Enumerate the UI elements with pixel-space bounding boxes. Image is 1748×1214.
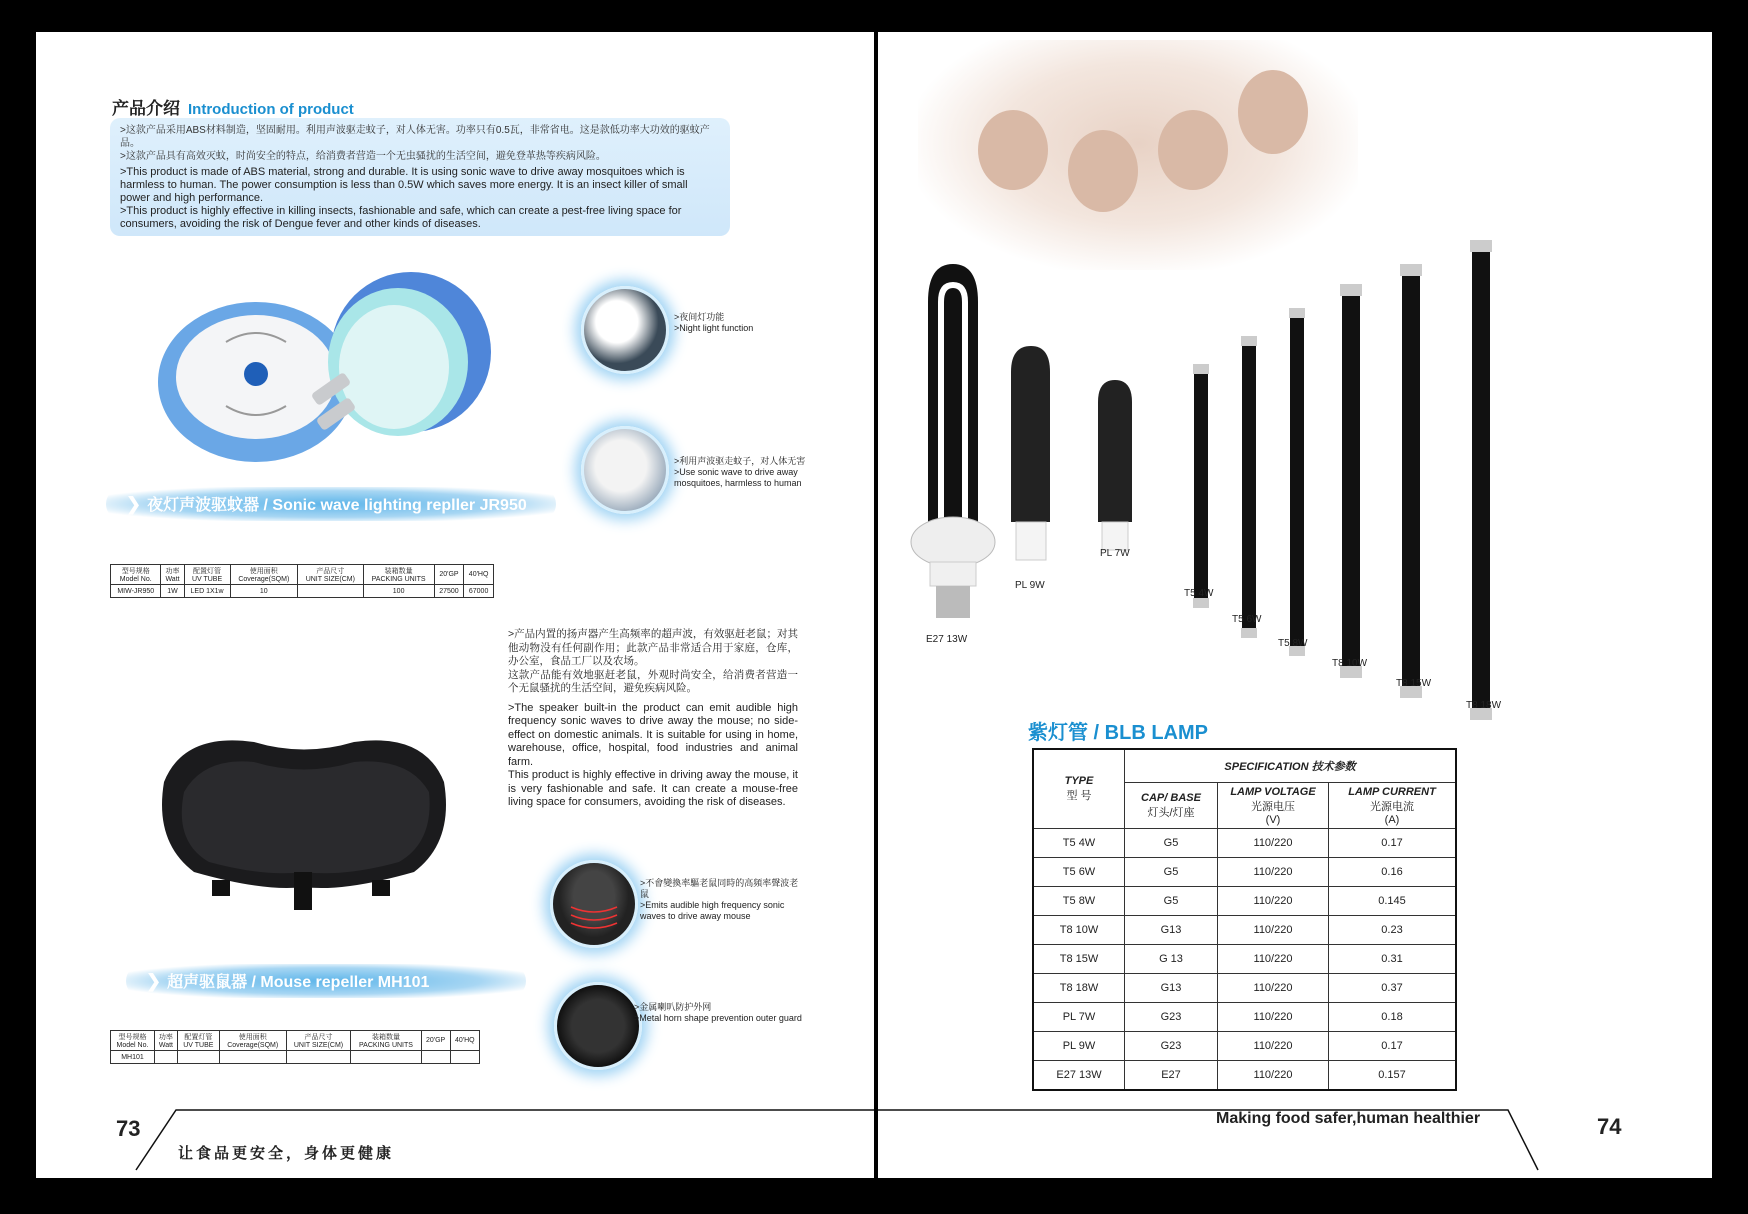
- table-header-cell: LAMP CURRENT 光源电流 (A): [1329, 783, 1457, 829]
- table-cell: G5: [1125, 887, 1218, 916]
- table-row: [1033, 916, 1456, 945]
- table-header-cell: 40'HQ: [450, 1031, 479, 1051]
- table-header-cell: 20'GP: [434, 565, 464, 585]
- jr950-banner-text: 夜灯声波驱蚊器 / Sonic wave lighting repller JR950: [147, 497, 527, 514]
- table-cell: MIW-JR950: [111, 585, 161, 598]
- table-header-cell: 使用面积 Coverage(SQM): [219, 1031, 286, 1051]
- left-page: [36, 32, 874, 1178]
- jr950-feature-1: >夜间灯功能 >Night light function: [674, 312, 754, 333]
- table-cell: 0.17: [1329, 1032, 1457, 1061]
- mh101-banner-text: 超声驱鼠器 / Mouse repeller MH101: [167, 974, 430, 991]
- table-row: [1033, 829, 1456, 858]
- table-cell: 1W: [161, 585, 184, 598]
- mh101-spec-table: [110, 1030, 480, 1064]
- table-header-cell: TYPE 型 号: [1033, 749, 1125, 829]
- lamp-label: T8 10W: [1332, 658, 1368, 669]
- table-header-cell: 40'HQ: [464, 565, 494, 585]
- footer-rule: [36, 1098, 874, 1178]
- table-cell: T5 8W: [1033, 887, 1125, 916]
- mh101-feature-2: >金属喇叭防护外网 >Metal horn shape prevention outer guard: [634, 1002, 802, 1023]
- table-cell: 10: [230, 585, 298, 598]
- table-cell: T8 15W: [1033, 945, 1125, 974]
- table-cell: 0.17: [1329, 829, 1457, 858]
- blb-lamp-title: 紫灯管 / BLB LAMP: [1028, 722, 1208, 744]
- lamp-label: T8 18W: [1466, 700, 1502, 711]
- table-row: [1033, 945, 1456, 974]
- table-cell: PL 9W: [1033, 1032, 1125, 1061]
- mh101-description: [508, 628, 798, 810]
- table-header-cell: 产品尺寸 UNIT SIZE(CM): [298, 565, 363, 585]
- table-cell: G23: [1125, 1032, 1218, 1061]
- mh101-desc-cn-1: >产品内置的扬声器产生高频率的超声波，有效驱赶老鼠；对其他动物没有任何副作用；此款产品非常适合用于家庭，仓库，办公室，食品工厂以及农场。: [508, 628, 798, 667]
- right-page: [878, 32, 1712, 1178]
- mh101-feature-image-1: [550, 860, 638, 948]
- table-cell: 27500: [434, 585, 464, 598]
- table-row: [111, 1051, 480, 1064]
- sound-waves-icon: [553, 863, 635, 945]
- table-header-row: [1033, 749, 1456, 783]
- table-cell: G 13: [1125, 945, 1218, 974]
- intro-title-cn: 产品介绍: [112, 99, 180, 118]
- table-header-cell: 20'GP: [421, 1031, 450, 1051]
- table-header-row: [111, 1031, 480, 1051]
- table-cell: 0.37: [1329, 974, 1457, 1003]
- table-cell: 110/220: [1218, 1061, 1329, 1091]
- table-cell: 0.31: [1329, 945, 1457, 974]
- jr950-feature-image-1: [581, 286, 669, 374]
- chevron-right-icon: ❯: [126, 494, 142, 514]
- mh101-product-image: [144, 722, 464, 942]
- table-cell: T5 6W: [1033, 858, 1125, 887]
- table-cell: 110/220: [1218, 887, 1329, 916]
- table-cell: T8 18W: [1033, 974, 1125, 1003]
- table-header-cell: 装箱数量 PACKING UNITS: [351, 1031, 421, 1051]
- table-header-cell: 产品尺寸 UNIT SIZE(CM): [286, 1031, 351, 1051]
- intro-cn-2: >这款产品具有高效灭蚊，时尚安全的特点，给消费者营造一个无虫骚扰的生活空间，避免登革热等疾病风险。: [120, 151, 606, 162]
- blb-spec-table: [1032, 748, 1457, 1091]
- table-cell: LED 1X1w: [184, 585, 230, 598]
- table-cell: [351, 1051, 421, 1064]
- table-cell: T8 10W: [1033, 916, 1125, 945]
- table-cell: [421, 1051, 450, 1064]
- table-cell: 0.16: [1329, 858, 1457, 887]
- table-cell: [298, 585, 363, 598]
- table-cell: 110/220: [1218, 1003, 1329, 1032]
- table-header-cell: LAMP VOLTAGE 光源电压 (V): [1218, 783, 1329, 829]
- table-row: [1033, 858, 1456, 887]
- lamp-label: PL 9W: [1015, 580, 1045, 591]
- table-cell: [155, 1051, 178, 1064]
- mh101-feature-image-2: [554, 982, 642, 1070]
- table-cell: E27 13W: [1033, 1061, 1125, 1091]
- slogan-en: Making food safer,human healthier: [1216, 1110, 1481, 1127]
- table-row: [1033, 1003, 1456, 1032]
- intro-title-en: Introduction of product: [188, 101, 354, 118]
- mh101-banner: [126, 964, 526, 998]
- table-cell: 0.157: [1329, 1061, 1457, 1091]
- table-cell: 0.18: [1329, 1003, 1457, 1032]
- lamp-lineup: [878, 222, 1712, 782]
- chevron-right-icon: ❯: [146, 971, 162, 991]
- table-cell: 110/220: [1218, 945, 1329, 974]
- table-header-cell: 使用面积 Coverage(SQM): [230, 565, 298, 585]
- table-header-cell: 型号规格 Model No.: [111, 565, 161, 585]
- blb-table-body: [1033, 829, 1456, 1091]
- page-number-left: 73: [116, 1116, 141, 1141]
- table-header-cell: 装箱数量 PACKING UNITS: [363, 565, 434, 585]
- table-cell: G13: [1125, 916, 1218, 945]
- intro-heading: [112, 94, 354, 119]
- table-row: [1033, 1061, 1456, 1091]
- table-cell: 110/220: [1218, 858, 1329, 887]
- slogan-cn: 让食品更安全，身体更健康: [178, 1145, 395, 1162]
- mh101-desc-en-2: This product is highly effective in driving away the mouse, it is very fashionable and safe. It can create a mouse-free living space for consumers, avoiding the risk of diseases.: [508, 769, 798, 808]
- table-header-cell: 配置灯管 UV TUBE: [184, 565, 230, 585]
- table-cell: [177, 1051, 219, 1064]
- table-row: [1033, 1032, 1456, 1061]
- jr950-feature-image-2: [581, 426, 669, 514]
- table-cell: G5: [1125, 858, 1218, 887]
- table-cell: 0.145: [1329, 887, 1457, 916]
- table-cell: 110/220: [1218, 829, 1329, 858]
- jr950-feature-2: >利用声波驱走蚊子，对人体无害 >Use sonic wave to drive away mosquitoes, harmless to human: [674, 456, 806, 488]
- lamp-label: T5 8W: [1278, 638, 1308, 649]
- table-cell: [219, 1051, 286, 1064]
- table-header-cell: 功率 Watt: [161, 565, 184, 585]
- table-header-row: [111, 565, 494, 585]
- jr950-banner: [106, 487, 556, 521]
- page-number-right: 74: [1597, 1114, 1622, 1139]
- table-cell: 110/220: [1218, 1032, 1329, 1061]
- intro-cn-1: >这款产品采用ABS材料制造，坚固耐用。利用声波驱走蚊子，对人体无害。功率只有0.5瓦，非常省电。这是款低功率大功效的驱蚊产品。: [120, 125, 710, 149]
- table-cell: G13: [1125, 974, 1218, 1003]
- mh101-desc-cn-2: 这款产品能有效地驱赶老鼠，外观时尚安全，给消费者营造一个无鼠骚扰的生活空间，避免疾病风险。: [508, 668, 798, 694]
- table-cell: 110/220: [1218, 974, 1329, 1003]
- table-row: [1033, 974, 1456, 1003]
- lamp-label: PL 7W: [1100, 548, 1130, 559]
- lamp-label: E27 13W: [926, 634, 968, 645]
- table-row: [1033, 887, 1456, 916]
- intro-en-1: >This product is made of ABS material, strong and durable. It is using sonic wave to drive away mosquitoes which is harmless to human. The power consumption is less than 0.5W which saves more energy. It is an insect killer of small power and high performance.: [120, 166, 688, 204]
- lamp-label: T5 6W: [1232, 614, 1262, 625]
- table-cell: G5: [1125, 829, 1218, 858]
- table-header-cell: 功率 Watt: [155, 1031, 178, 1051]
- jr950-product-image: [146, 272, 526, 472]
- table-cell: [450, 1051, 479, 1064]
- mh101-feature-1: >不會變換率驅老鼠同時的高頻率聲波老鼠 >Emits audible high frequency sonic waves to drive away mouse: [640, 878, 799, 921]
- jr950-spec-table: [110, 564, 494, 598]
- table-cell: E27: [1125, 1061, 1218, 1091]
- table-cell: MH101: [111, 1051, 155, 1064]
- intro-text-box: [110, 118, 730, 236]
- mh101-desc-en-1: >The speaker built-in the product can emit audible high frequency sonic waves to drive away the mouse; no side-effect on domestic animals. It is suitable for using in home, warehouse, office, hospital, food industries and animal farm.: [508, 701, 798, 768]
- table-header-cell: 配置灯管 UV TUBE: [177, 1031, 219, 1051]
- table-header-cell: 型号规格 Model No.: [111, 1031, 155, 1051]
- lamp-label: T5 4W: [1184, 588, 1214, 599]
- table-cell: 110/220: [1218, 916, 1329, 945]
- table-cell: PL 7W: [1033, 1003, 1125, 1032]
- table-cell: T5 4W: [1033, 829, 1125, 858]
- table-row: [111, 585, 494, 598]
- table-cell: 0.23: [1329, 916, 1457, 945]
- table-cell: 67000: [464, 585, 494, 598]
- lamp-label: T8 15W: [1396, 678, 1432, 689]
- intro-en-2: >This product is highly effective in killing insects, fashionable and safe, which can create a pest-free living space for consumers, avoiding the risk of Dengue fever and other kinds of diseases.: [120, 205, 682, 230]
- table-cell: G23: [1125, 1003, 1218, 1032]
- table-header-cell: CAP/ BASE 灯头/灯座: [1125, 783, 1218, 829]
- table-cell: [286, 1051, 351, 1064]
- table-header-cell: SPECIFICATION 技术参数: [1125, 749, 1457, 783]
- table-cell: 100: [363, 585, 434, 598]
